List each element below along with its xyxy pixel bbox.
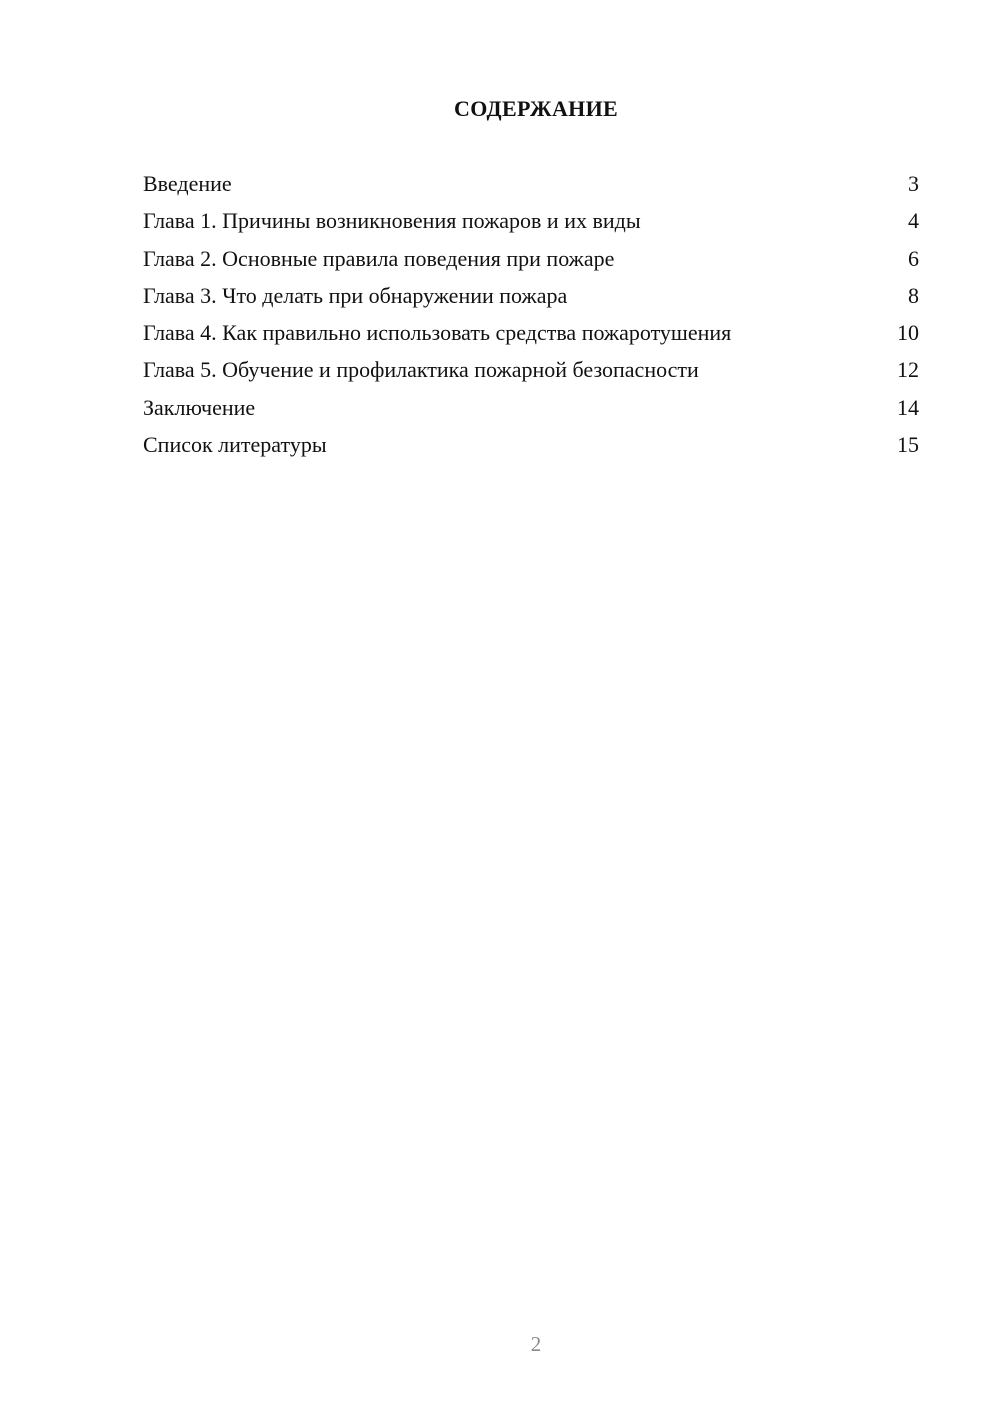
toc-entry-page: 6	[908, 245, 919, 271]
toc-entry-chapter-3	[143, 280, 919, 317]
toc-entry-label: Заключение	[143, 394, 256, 420]
toc-entry-label: Глава 4. Как правильно использовать средства пожаротушения	[143, 320, 732, 346]
toc-entry-page: 8	[908, 282, 919, 308]
toc-entry-chapter-1	[143, 205, 919, 242]
toc-entry-page: 12	[897, 357, 919, 383]
toc-entry-label: Глава 5. Обучение и профилактика пожарной безопасности	[143, 357, 699, 383]
toc-entry-page: 4	[908, 208, 919, 234]
toc-entry-page: 14	[897, 394, 919, 420]
toc-entry-label: Глава 2. Основные правила поведения при пожаре	[143, 245, 615, 271]
toc-entry-label: Глава 1. Причины возникновения пожаров и их виды	[143, 208, 641, 234]
toc-entry-conclusion	[143, 392, 919, 429]
toc-entry-page: 3	[908, 171, 919, 196]
toc-entry-page: 15	[897, 432, 919, 458]
toc-entry-label: Введение	[143, 171, 232, 196]
toc-entry-label: Глава 3. Что делать при обнаружении пожара	[143, 282, 568, 308]
page-number: 2	[530, 1332, 542, 1356]
toc-entry-bibliography	[143, 429, 919, 466]
toc-entry-chapter-5	[143, 354, 919, 391]
toc-entry-chapter-4	[143, 317, 919, 354]
toc-entry-introduction	[143, 168, 919, 205]
toc-entry-chapter-2	[143, 243, 919, 280]
page-title: СОДЕРЖАНИЕ	[454, 96, 618, 121]
table-of-contents	[143, 168, 919, 466]
toc-entry-page: 10	[897, 320, 919, 346]
toc-entry-label: Список литературы	[143, 432, 327, 458]
